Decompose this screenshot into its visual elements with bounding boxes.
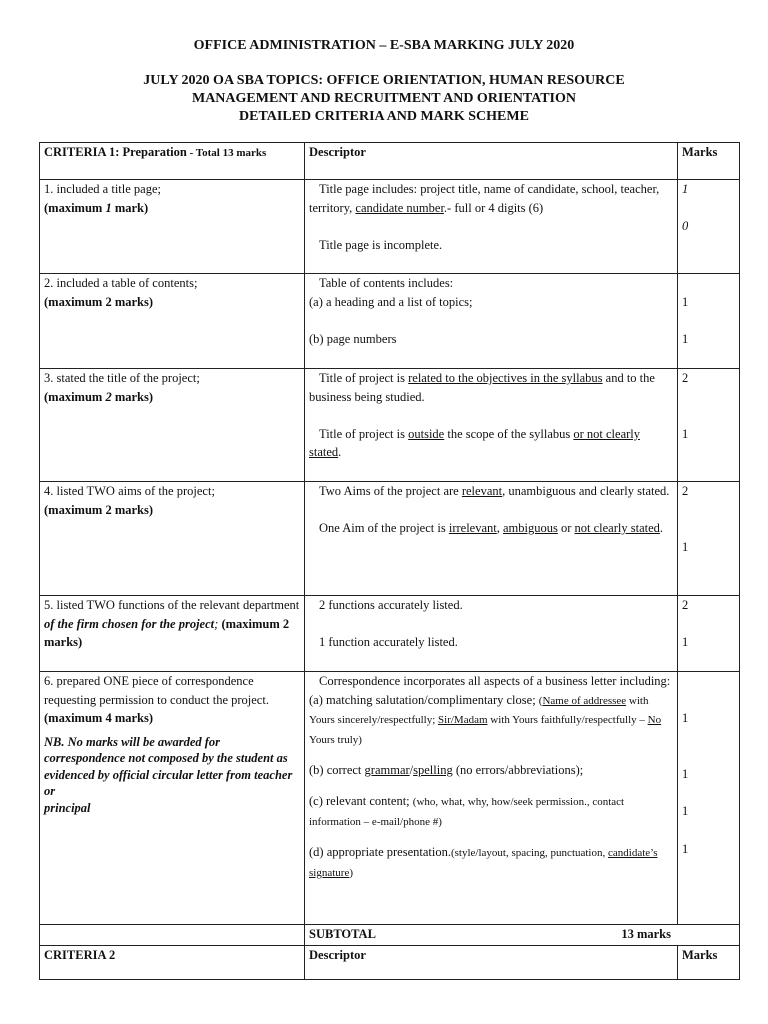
subtitle-line-1: JULY 2020 OA SBA TOPICS: OFFICE ORIENTATION, HUMAN RESOURCE: [143, 73, 625, 88]
document-title: OFFICE ADMINISTRATION – E-SBA MARKING JULY 2020: [193, 38, 575, 53]
criteria-2-header: CRITERIA 2: [40, 946, 305, 980]
marks-cell: 2 1: [678, 482, 740, 596]
criteria-2-header-row: [40, 946, 740, 980]
criterion-cell: 2. included a table of contents; (maximum 2 marks): [40, 274, 305, 369]
table-row: [40, 180, 740, 274]
descriptor-cell: Two Aims of the project are relevant, unambiguous and clearly stated. One Aim of the project is irrelevant, ambiguous or not clearly stated.: [305, 482, 678, 596]
table-row: [40, 596, 740, 672]
descriptor-cell: Correspondence incorporates all aspects of a business letter including: (a) matching salutation/complimentary close; (Name of addressee with Yours sincerely/respectfully; Sir/Madam with Yours faithfully/respectfully – No Yours truly) (b) correct grammar/spelling (no errors/abbreviations); (c) relevant content; (who, what, why, how/seek permission., contact information – e-mail/phone #) (d) appropriate presentation.(style/layout, spacing, punctuation, candidate’s signature): [305, 672, 678, 925]
descriptor-cell: Title page includes: project title, name of candidate, school, teacher, territory, candidate number.- full or 4 digits (6) Title page is incomplete.: [305, 180, 678, 274]
criterion-cell: 1. included a title page; (maximum 1 mark): [40, 180, 305, 274]
subtotal-label: SUBTOTAL: [309, 927, 376, 941]
descriptor-cell: 2 functions accurately listed. 1 function accurately listed.: [305, 596, 678, 672]
table-row: [40, 672, 740, 925]
nb-note: NB. No marks will be awarded for correspondence not composed by the student as evidenced by official circular letter from teacher or principal: [44, 734, 293, 815]
criterion-cell: 5. listed TWO functions of the relevant department of the firm chosen for the project; (maximum 2 marks): [40, 596, 305, 672]
criteria-2-marks-header: Marks: [678, 946, 740, 980]
marks-header: Marks: [678, 143, 740, 180]
marks-cell: 1 0: [678, 180, 740, 274]
table-row: [40, 482, 740, 596]
criterion-cell: 3. stated the title of the project; (maximum 2 marks): [40, 369, 305, 482]
descriptor-cell: Title of project is related to the objectives in the syllabus and to the business being studied. Title of project is outside the scope of the syllabus or not clearly stated.: [305, 369, 678, 482]
marks-cell: 1 1 1 1: [678, 672, 740, 925]
subtotal-value: 13 marks: [621, 927, 671, 941]
criterion-cell: 6. prepared ONE piece of correspondence requesting permission to conduct the project. (maximum 4 marks) NB. No marks will be awarded for correspondence not composed by the student as evidenced by official circular letter from teacher or principal: [40, 672, 305, 925]
criteria-2-descriptor-header: Descriptor: [305, 946, 678, 980]
marks-cell: 1 1: [678, 274, 740, 369]
subtitle-line-2: MANAGEMENT AND RECRUITMENT AND ORIENTATION: [191, 91, 576, 106]
criterion-cell: 4. listed TWO aims of the project; (maximum 2 marks): [40, 482, 305, 596]
descriptor-cell: Table of contents includes: (a) a heading and a list of topics; (b) page numbers: [305, 274, 678, 369]
document-subtitle: [0, 72, 768, 126]
table-row: [40, 274, 740, 369]
table-header-row: [40, 143, 740, 180]
subtitle-line-3: DETAILED CRITERIA AND MARK SCHEME: [239, 109, 529, 124]
descriptor-header: Descriptor: [305, 143, 678, 180]
marks-cell: 2 1: [678, 369, 740, 482]
criteria-1-header: CRITERIA 1: Preparation - Total 13 marks: [40, 143, 305, 180]
subtotal-row: [40, 925, 740, 946]
table-row: [40, 369, 740, 482]
mark-scheme-table: [39, 142, 740, 980]
marks-cell: 2 1: [678, 596, 740, 672]
